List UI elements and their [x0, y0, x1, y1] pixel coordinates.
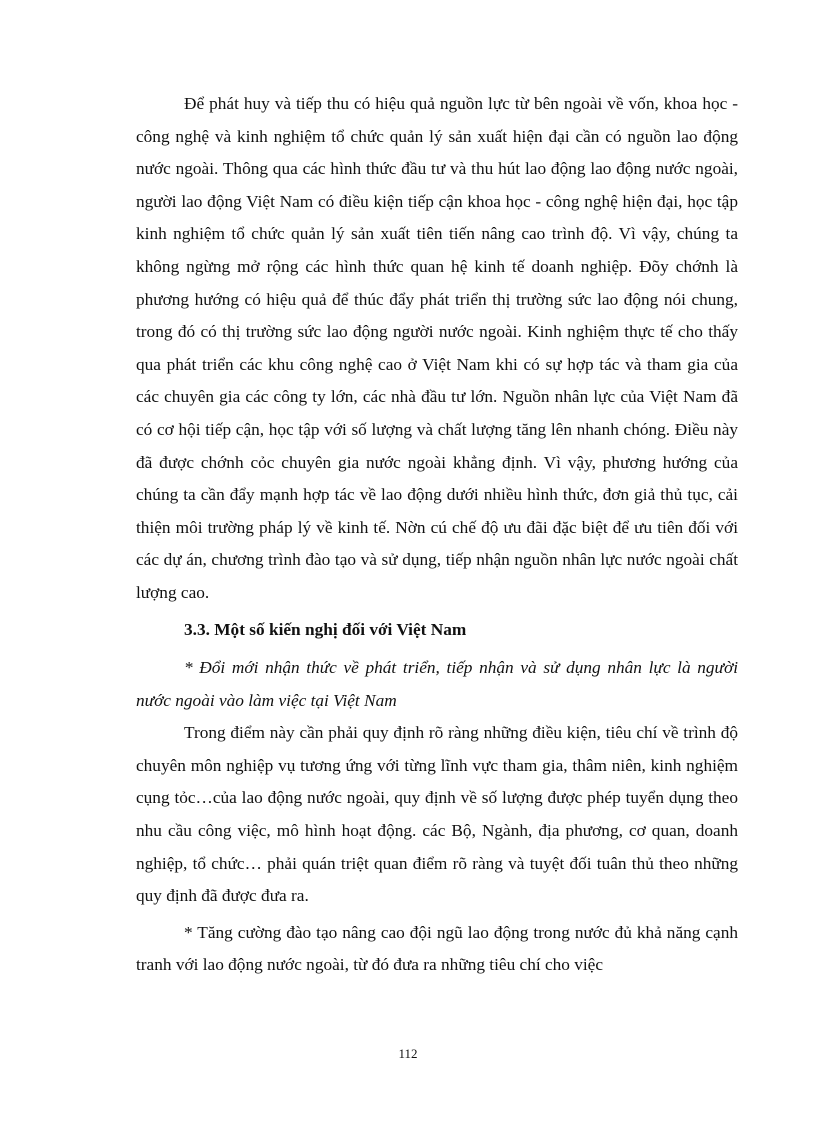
body-paragraph: Trong điểm này cần phải quy định rõ ràng những điều kiện, tiêu chí về trình độ chuyên môn nghiệp vụ tương ứng với từng lĩnh vực tham gia, thâm niên, kinh nghiệm cụng tỏc…của lao động nước ngoài, quy định về số lượng được phép tuyển dụng theo nhu cầu công việc, mô hình hoạt động. các Bộ, Ngành, địa phương, cơ quan, doanh nghiệp, tổ chức… phải quán triệt quan điểm rõ ràng và tuyệt đối tuân thủ theo những quy định đã được đưa ra. [136, 723, 738, 906]
bullet-paragraph: * Tăng cường đào tạo nâng cao đội ngũ lao động trong nước đủ khả năng cạnh tranh với lao động nước ngoài, từ đó đưa ra những tiêu chí cho việc [136, 922, 738, 975]
body-paragraph: Để phát huy và tiếp thu có hiệu quả nguồn lực từ bên ngoài về vốn, khoa học - công nghệ và kinh nghiệm tổ chức quản lý sản xuất hiện đại cần có nguồn lao động nước ngoài. Thông qua các hình thức đầu tư và thu hút lao động lao động nước ngoài, người lao động Việt Nam có điều kiện tiếp cận khoa học - công nghệ hiện đại, học tập kinh nghiệm tổ chức quản lý sản xuất tiên tiến nâng cao trình độ. Vì vậy, chúng ta không ngừng mở rộng các hình thức quan hệ kinh tế doanh nghiệp. Đõy chớnh là phương hướng có hiệu quả để thúc đẩy phát triển thị trường sức lao động nói chung, trong đó có thị trường sức lao động người nước ngoài. Kinh nghiệm thực tế cho thấy qua phát triển các khu công nghệ cao ở Việt Nam khi có sự hợp tác và tham gia của các chuyên gia các công ty lớn, các nhà đầu tư lớn. Nguồn nhân lực của Việt Nam đã có cơ hội tiếp cận, học tập với số lượng và chất lượng tăng lên nhanh chóng. Điều này đã được chớnh cỏc chuyên gia nước ngoài khẳng định. Vì vậy, phương hướng của chúng ta cần đẩy mạnh hợp tác về lao động dưới nhiều hình thức, đơn giả thủ tục, cải thiện môi trường pháp lý về kinh tế. Nờn cú chế độ ưu đãi đặc biệt để ưu tiên đối với các dự án, chương trình đào tạo và sử dụng, tiếp nhận nguồn nhân lực nước ngoài chất lượng cao. [136, 94, 738, 602]
section-heading: 3.3. Một số kiến nghị đối với Việt Nam [184, 619, 467, 639]
italic-bullet-point: * Đổi mới nhận thức về phát triển, tiếp nhận và sử dụng nhân lực là người nước ngoài vào làm việc tại Việt Nam [136, 658, 738, 710]
page-body [136, 88, 738, 982]
page-number: 112 [398, 1046, 418, 1061]
